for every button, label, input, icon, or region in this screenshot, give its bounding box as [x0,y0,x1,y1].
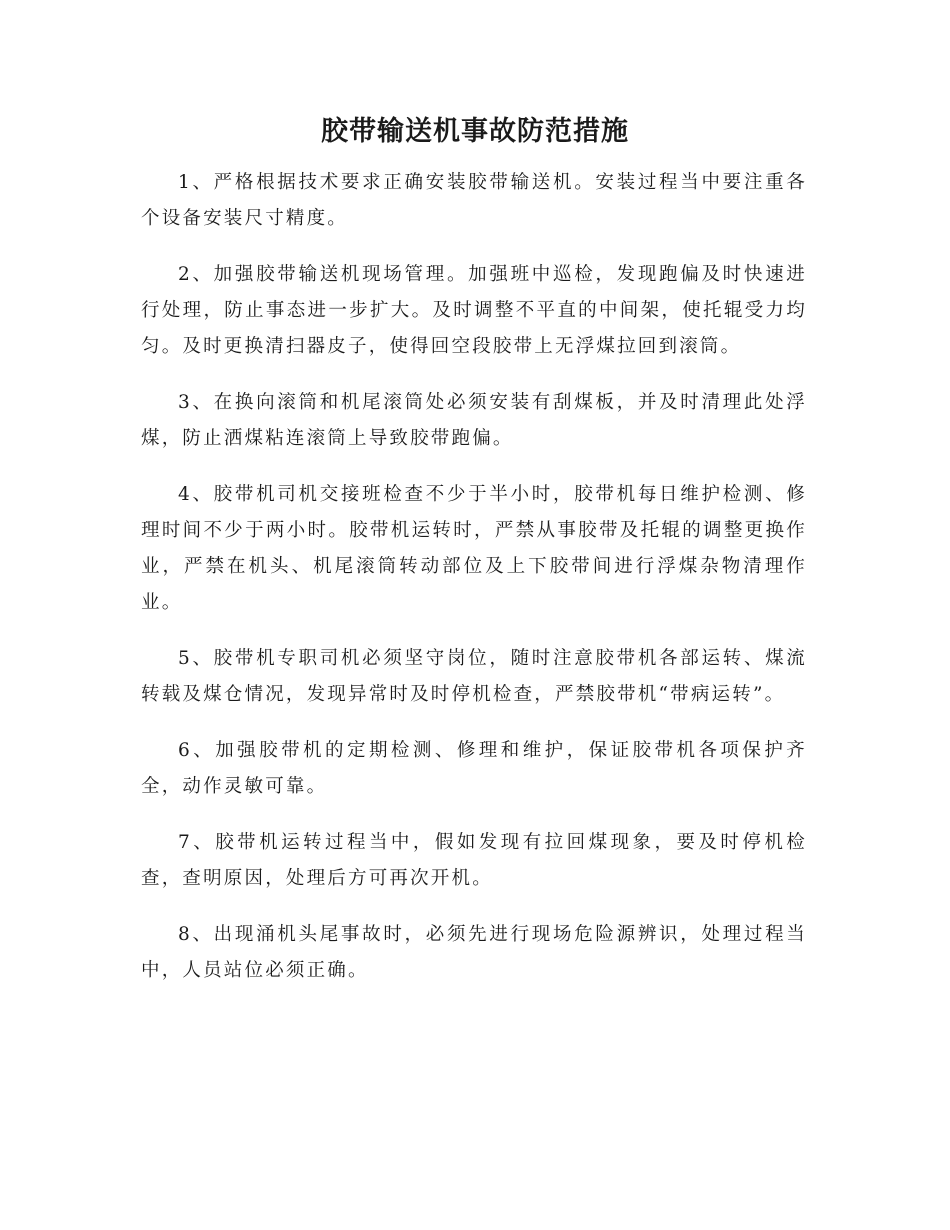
paragraph-2: 2、加强胶带输送机现场管理。加强班中巡检，发现跑偏及时快速进行处理，防止事态进一步扩大。及时调整不平直的中间架，使托辊受力均匀。及时更换清扫器皮子，使得回空段胶带上无浮煤拉回到滚筒。 [141,264,807,357]
paragraph-1: 1、严格根据技术要求正确安装胶带输送机。安装过程当中要注重各个设备安装尺寸精度。 [141,172,807,229]
paragraph-4: 4、胶带机司机交接班检查不少于半小时，胶带机每日维护检测、修理时间不少于两小时。胶带机运转时，严禁从事胶带及托辊的调整更换作业，严禁在机头、机尾滚筒转动部位及上下胶带间进行浮煤杂物清理作业。 [141,484,807,613]
paragraph-3: 3、在换向滚筒和机尾滚筒处必须安装有刮煤板，并及时清理此处浮煤，防止洒煤粘连滚筒上导致胶带跑偏。 [141,392,807,449]
paragraph-7: 7、胶带机运转过程当中，假如发现有拉回煤现象，要及时停机检查，查明原因，处理后方可再次开机。 [141,832,807,889]
paragraph-5: 5、胶带机专职司机必须坚守岗位，随时注意胶带机各部运转、煤流转载及煤仓情况，发现异常时及时停机检查，严禁胶带机“带病运转”。 [141,648,807,705]
document-title: 胶带输送机事故防范措施 [321,116,629,147]
document-body [141,165,807,1009]
paragraph-6: 6、加强胶带机的定期检测、修理和维护，保证胶带机各项保护齐全，动作灵敏可靠。 [141,740,807,797]
paragraph-8: 8、出现涌机头尾事故时，必须先进行现场危险源辨识，处理过程当中，人员站位必须正确。 [141,924,807,981]
